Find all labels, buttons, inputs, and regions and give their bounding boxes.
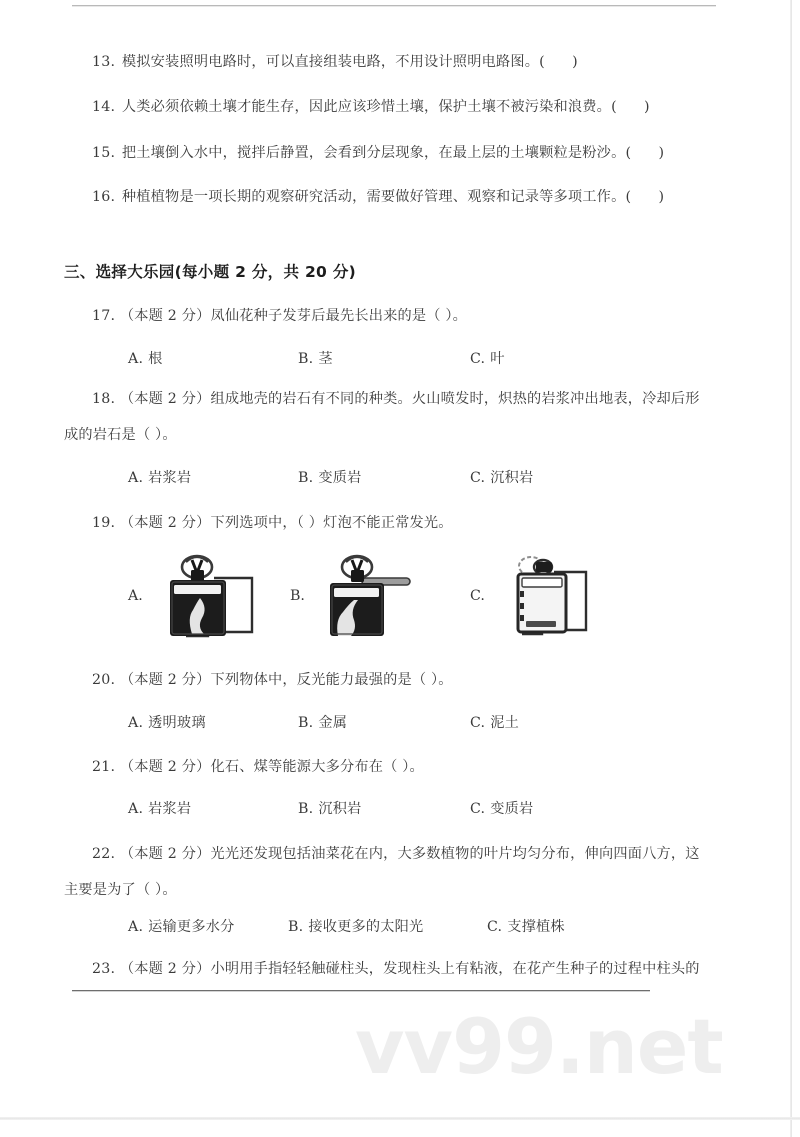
- option-label: B.: [298, 351, 314, 367]
- option-a[interactable]: [128, 798, 191, 818]
- option-text: 支撑植株: [507, 919, 565, 935]
- option-c[interactable]: [487, 916, 565, 936]
- page-top-rule: [72, 5, 716, 7]
- question-text: （本题 2 分）光光还发现包括油菜花在内，大多数植物的叶片均匀分布，伸向四面八方，这: [119, 846, 700, 862]
- option-c[interactable]: [470, 798, 533, 818]
- watermark: vv99.net: [355, 1002, 723, 1091]
- option-a[interactable]: [128, 348, 163, 368]
- option-b[interactable]: [298, 467, 362, 487]
- question-21-stem: [92, 756, 424, 778]
- question-number: 21.: [92, 759, 116, 775]
- question-number: 18.: [92, 391, 116, 407]
- option-label: C.: [470, 351, 486, 367]
- image-option-a[interactable]: [128, 550, 278, 650]
- question-17-stem: [92, 305, 467, 327]
- item-text: 种植植物是一项长期的观察研究活动，需要做好管理、观察和记录等多项工作。(: [121, 189, 632, 205]
- option-label: C.: [470, 588, 485, 604]
- question-text: （本题 2 分）化石、煤等能源大多分布在（ ）。: [119, 759, 424, 775]
- section-heading-multiple-choice: 三、选择大乐园(每小题 2 分，共 20 分): [64, 263, 357, 281]
- option-label: A.: [128, 715, 144, 731]
- option-text: 接收更多的太阳光: [308, 919, 424, 935]
- item-number: 16.: [92, 189, 116, 205]
- option-text: 茎: [318, 351, 333, 367]
- option-label: B.: [298, 715, 314, 731]
- question-text: （本题 2 分）小明用手指轻轻触碰柱头，发现柱头上有粘液，在花产生种子的过程中柱头的: [119, 961, 700, 977]
- item-text: 模拟安装照明电路时，可以直接组装电路，不用设计照明电路图。(: [121, 54, 545, 70]
- option-label: A.: [128, 588, 143, 604]
- page-bottom-rule: [72, 990, 650, 992]
- option-label: C.: [487, 919, 503, 935]
- item-close-paren: ): [658, 145, 665, 161]
- question-20-stem: [92, 669, 453, 691]
- option-c[interactable]: [470, 348, 505, 368]
- question-19-image-options: [0, 550, 800, 650]
- question-text: （本题 2 分）下列选项中，（ ）灯泡不能正常发光。: [119, 515, 453, 531]
- true-false-item-15: [92, 143, 752, 164]
- item-number: 13.: [92, 54, 116, 70]
- item-text: 人类必须依赖土壤才能生存，因此应该珍惜土壤，保护土壤不被污染和浪费。(: [121, 99, 617, 115]
- option-label: A.: [128, 919, 144, 935]
- item-text: 把土壤倒入水中，搅拌后静置，会看到分层现象，在最上层的土壤颗粒是粉沙。(: [121, 145, 632, 161]
- option-text: 泥土: [490, 715, 520, 731]
- item-number: 14.: [92, 99, 116, 115]
- question-17-options: [0, 348, 800, 370]
- question-number: 22.: [92, 846, 116, 862]
- option-label: A.: [128, 351, 144, 367]
- question-18-stem: [92, 388, 700, 410]
- question-22-stem-line2: 主要是为了（ ）。: [64, 882, 177, 898]
- option-c[interactable]: [470, 712, 519, 732]
- option-text: 变质岩: [318, 470, 362, 486]
- option-b[interactable]: [298, 798, 362, 818]
- option-a[interactable]: [128, 916, 234, 936]
- item-number: 15.: [92, 145, 116, 161]
- item-close-paren: ): [658, 189, 665, 205]
- question-19-stem: [92, 512, 453, 534]
- question-20-options: [0, 712, 800, 734]
- option-label: C.: [470, 715, 486, 731]
- question-number: 19.: [92, 515, 116, 531]
- option-label: A.: [128, 801, 144, 817]
- question-21-options: [0, 798, 800, 820]
- question-text: （本题 2 分）下列物体中，反光能力最强的是（ ）。: [119, 672, 453, 688]
- option-label: B.: [298, 470, 314, 486]
- option-label: B.: [290, 588, 305, 604]
- option-b[interactable]: [288, 916, 423, 936]
- option-text: 沉积岩: [490, 470, 534, 486]
- option-label: B.: [288, 919, 304, 935]
- question-22-stem: [92, 843, 700, 865]
- question-18-options: [0, 467, 800, 489]
- option-text: 岩浆岩: [148, 801, 192, 817]
- page-edge-bottom: [0, 1117, 800, 1120]
- option-c[interactable]: [470, 467, 533, 487]
- question-text: （本题 2 分）凤仙花种子发芽后最先长出来的是（ ）。: [119, 308, 468, 324]
- option-text: 变质岩: [490, 801, 534, 817]
- item-close-paren: ): [572, 54, 578, 70]
- option-a[interactable]: [128, 712, 206, 732]
- true-false-item-13: [92, 52, 752, 73]
- question-18-stem-line2: 成的岩石是（ ）。: [64, 427, 177, 443]
- question-number: 20.: [92, 672, 116, 688]
- circuit-diagram-b-icon: [318, 550, 428, 650]
- option-text: 岩浆岩: [148, 470, 192, 486]
- option-text: 根: [148, 351, 163, 367]
- option-label: C.: [470, 470, 486, 486]
- option-text: 运输更多水分: [148, 919, 235, 935]
- question-22-options: [0, 916, 800, 938]
- option-label: C.: [470, 801, 486, 817]
- image-option-c[interactable]: [470, 550, 620, 650]
- option-text: 透明玻璃: [148, 715, 206, 731]
- image-option-b[interactable]: [290, 550, 440, 650]
- true-false-item-14: [92, 97, 752, 118]
- option-b[interactable]: [298, 348, 333, 368]
- option-label: A.: [128, 470, 144, 486]
- option-b[interactable]: [298, 712, 347, 732]
- option-text: 沉积岩: [318, 801, 362, 817]
- circuit-diagram-c-icon: [498, 550, 608, 650]
- item-close-paren: ): [644, 99, 650, 115]
- option-a[interactable]: [128, 467, 191, 487]
- circuit-diagram-a-icon: [156, 550, 266, 650]
- option-text: 叶: [490, 351, 505, 367]
- question-text: （本题 2 分）组成地壳的岩石有不同的种类。火山喷发时，炽热的岩浆冲出地表，冷却后形: [119, 391, 700, 407]
- option-text: 金属: [318, 715, 348, 731]
- option-label: B.: [298, 801, 314, 817]
- question-23-stem: [92, 958, 700, 980]
- question-number: 23.: [92, 961, 116, 977]
- true-false-item-16: [92, 187, 752, 208]
- question-number: 17.: [92, 308, 116, 324]
